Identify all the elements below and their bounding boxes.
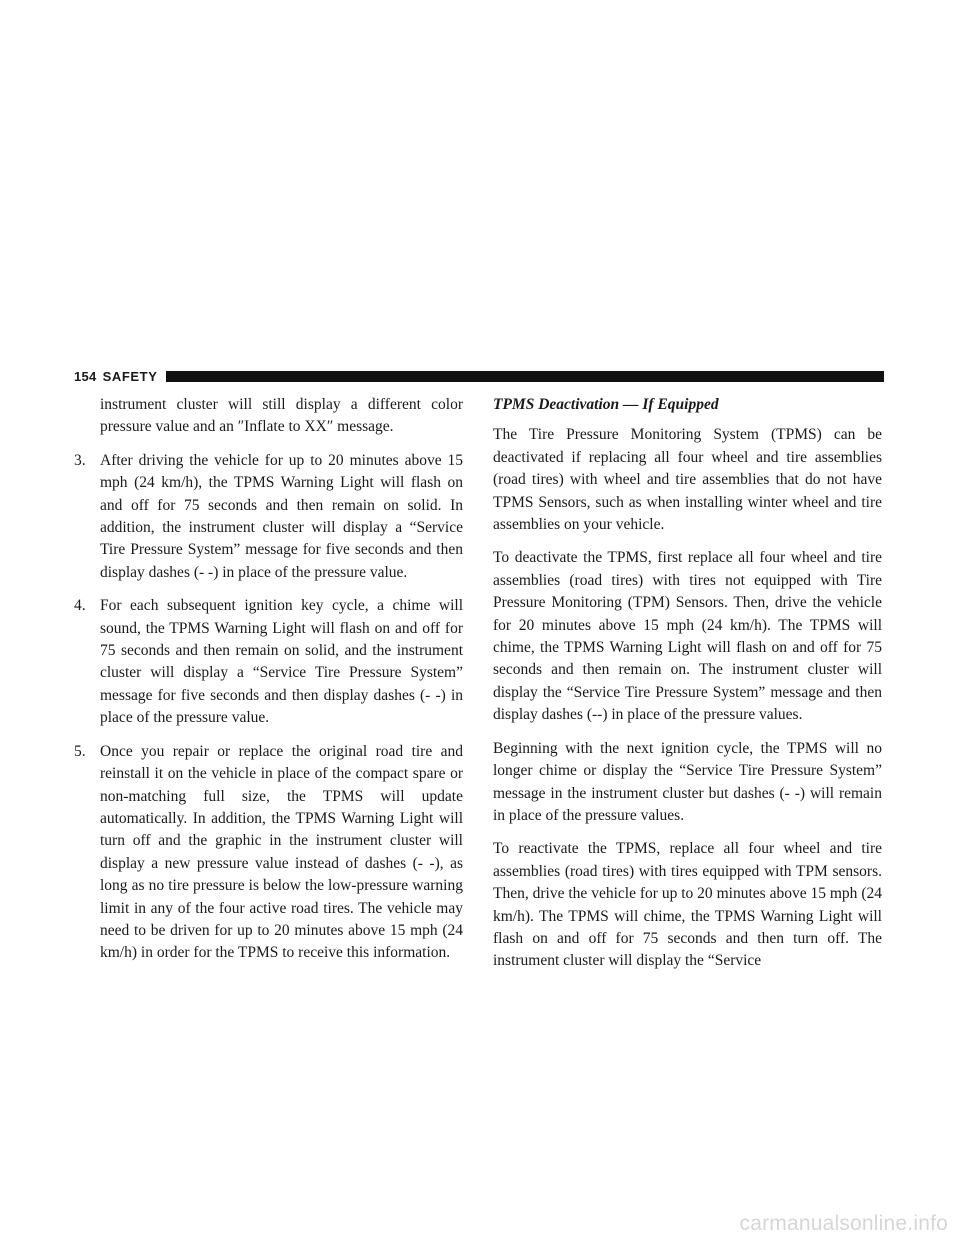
watermark: carmanualsonline.info	[739, 1212, 948, 1235]
paragraph: The Tire Pressure Monitoring System (TPMS) can be deactivated if replacing all four wheel and tire assemblies (road tires) with wheel and tire assemblies that do not have TPMS Sensors, such as when installing winter wheel and tire assemblies on your vehicle.	[493, 426, 882, 534]
list-item-number: 4.	[74, 597, 86, 615]
list-item-5	[74, 741, 463, 965]
section-title: SAFETY	[102, 368, 158, 384]
continuation-paragraph: instrument cluster will still display a different color pressure value and an ″Inflate to XX″ message.	[100, 396, 463, 436]
right-column	[493, 394, 882, 984]
list-item-number: 5.	[74, 742, 86, 760]
list-item-number: 3.	[74, 451, 86, 469]
paragraph: Beginning with the next ignition cycle, the TPMS will no longer chime or display the “Service Tire Pressure System” message in the instrument cluster but dashes (- -) will remain in place of the pressure values.	[493, 739, 882, 824]
page-number: 154	[74, 368, 97, 384]
paragraph: To reactivate the TPMS, replace all four wheel and tire assemblies (road tires) with tires equipped with TPM sensors. Then, drive the vehicle for up to 20 minutes above 15 mph (24 km/h). The TPMS will chime, the TPMS Warning Light will flash on and off for 75 seconds and then turn off. The instrument cluster will display the “Service	[493, 840, 882, 970]
section-heading: TPMS Deactivation — If Equipped	[493, 396, 719, 413]
page-header	[74, 366, 884, 386]
list-item-text: For each subsequent ignition key cycle, a chime will sound, the TPMS Warning Light will flash on and off for 75 seconds and then remain on solid, and the instrument cluster will display a “Service Tire Pressure System” message for five seconds and then display dashes (- -) in place of the pressure value.	[100, 597, 463, 727]
header-rule	[166, 371, 884, 382]
list-item-text: Once you repair or replace the original road tire and reinstall it on the vehicle in place of the compact spare or non-matching full size, the TPMS will update automatically. In addition, the TPMS Warning Light will turn off and the graphic in the instrument cluster will display a new pressure value instead of dashes (- -), as long as no tire pressure is below the low-pressure warning limit in any of the four active road tires. The vehicle may need to be driven for up to 20 minutes above 15 mph (24 km/h) in order for the TPMS to receive this information.	[100, 742, 463, 962]
left-column	[74, 394, 463, 976]
list-item-4	[74, 595, 463, 729]
list-item-text: After driving the vehicle for up to 20 minutes above 15 mph (24 km/h), the TPMS Warning Light will flash on and off for 75 seconds and then remain on solid. In addition, the instrument cluster will display a “Service Tire Pressure System” message for five seconds and then display dashes (- -) in place of the pressure value.	[100, 451, 463, 581]
paragraph: To deactivate the TPMS, first replace all four wheel and tire assemblies (road tires) with tires not equipped with Tire Pressure Monitoring (TPM) Sensors. Then, drive the vehicle for 20 minutes above 15 mph (24 km/h). The TPMS will chime, the TPMS Warning Light will flash on and off for 75 seconds and then remain on. The instrument cluster will display the “Service Tire Pressure System” message and then display dashes (--) in place of the pressure values.	[493, 549, 882, 724]
list-item-3	[74, 450, 463, 584]
